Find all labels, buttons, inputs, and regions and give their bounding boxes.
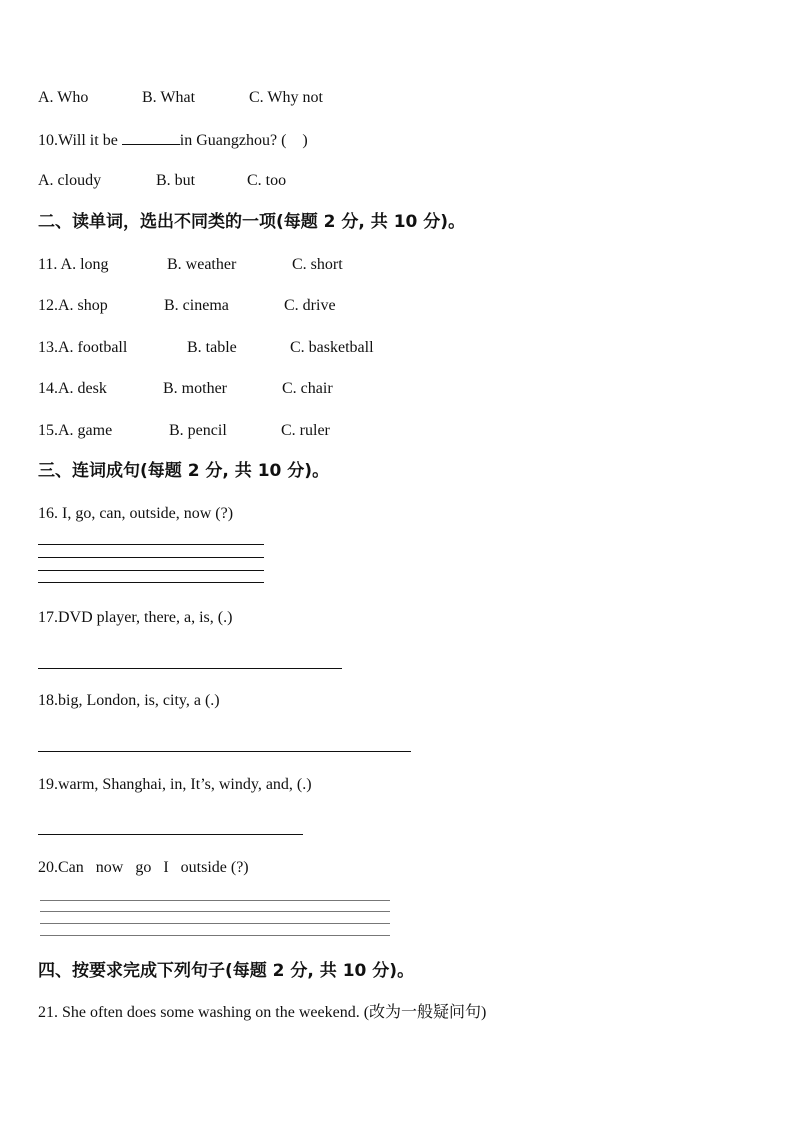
q11-option-a: 11. A. long <box>38 256 109 273</box>
question-10-text-end: in Guangzhou? ( ) <box>179 132 308 149</box>
section-4-title: 四、按要求完成下列句子(每题 2 分, 共 10 分)。 <box>38 961 415 981</box>
question-10 <box>38 130 308 151</box>
answer-line[interactable] <box>38 834 303 835</box>
q14-option-a: 14.A. desk <box>38 380 107 397</box>
q13-option-a: 13.A. football <box>38 339 128 356</box>
answer-line[interactable] <box>38 582 264 583</box>
q10-option-c: C. too <box>247 172 287 189</box>
q9-option-b: B. What <box>142 89 196 106</box>
answer-line[interactable] <box>38 557 264 558</box>
answer-blank[interactable] <box>122 130 180 145</box>
q12-option-c: C. drive <box>284 297 336 314</box>
question-10-text-start: 10.Will it be <box>38 132 122 149</box>
question-16: 16. I, go, can, outside, now (?) <box>38 505 234 522</box>
answer-line[interactable] <box>40 911 390 912</box>
answer-line[interactable] <box>38 570 264 571</box>
q12-option-a: 12.A. shop <box>38 297 108 314</box>
q15-option-a: 15.A. game <box>38 422 113 439</box>
answer-line[interactable] <box>38 544 264 545</box>
question-21: 21. She often does some washing on the weekend. (改为一般疑问句) <box>38 1004 487 1021</box>
section-3-title: 三、连词成句(每题 2 分, 共 10 分)。 <box>38 461 330 481</box>
answer-line[interactable] <box>40 935 390 936</box>
q11-option-c: C. short <box>292 256 343 273</box>
question-20: 20.Can now go I outside (?) <box>38 859 249 876</box>
q13-option-b: B. table <box>187 339 237 356</box>
q11-option-b: B. weather <box>167 256 237 273</box>
answer-line[interactable] <box>40 923 390 924</box>
question-17: 17.DVD player, there, a, is, (.) <box>38 609 233 626</box>
q9-option-c: C. Why not <box>249 89 323 106</box>
q15-option-c: C. ruler <box>281 422 330 439</box>
q9-option-a: A. Who <box>38 89 89 106</box>
q14-option-c: C. chair <box>282 380 333 397</box>
q14-option-b: B. mother <box>163 380 227 397</box>
answer-line[interactable] <box>40 900 390 901</box>
q12-option-b: B. cinema <box>164 297 229 314</box>
q15-option-b: B. pencil <box>169 422 227 439</box>
answer-line[interactable] <box>38 668 342 669</box>
q10-option-b: B. but <box>156 172 196 189</box>
question-19: 19.warm, Shanghai, in, It’s, windy, and, (.) <box>38 776 312 793</box>
section-2-title: 二、读单词，选出不同类的一项(每题 2 分, 共 10 分)。 <box>38 212 466 232</box>
question-18: 18.big, London, is, city, a (.) <box>38 692 220 709</box>
answer-line[interactable] <box>38 751 411 752</box>
q13-option-c: C. basketball <box>290 339 374 356</box>
q10-option-a: A. cloudy <box>38 172 102 189</box>
